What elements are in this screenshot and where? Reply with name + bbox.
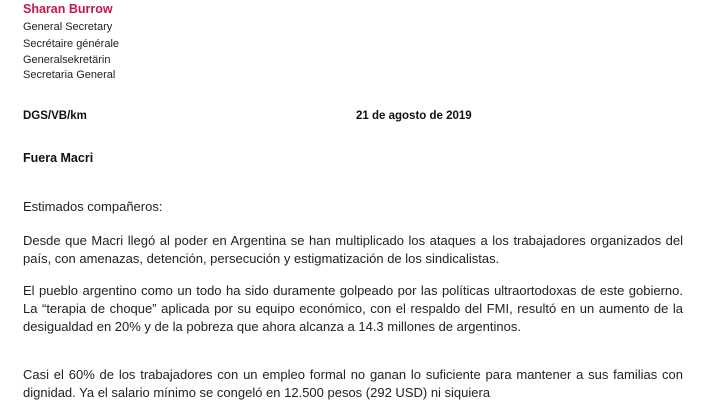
paragraph-3: Casi el 60% de los trabajadores con un empleo formal no ganan lo suficiente para mantener a sus familias con dignidad. Ya el salario mínimo se congeló en 12.500 pesos (292 USD) ni siquiera — [23, 367, 683, 400]
paragraph-2: El pueblo argentino como un todo ha sido duramente golpeado por las políticas ultraortodoxas de este gobierno. La “terapia de choque” aplicada por su equipo económico, con el respaldo del FMI, resultó en un aumento de la desigualdad en 20% y de la pobreza que ahora alcanza a 14.3 millones de argentinos. — [23, 283, 683, 334]
paragraph-1: Desde que Macri llegó al poder en Argentina se han multiplicado los ataques a los trabajadores organizados del país, con amenazas, detención, persecución y estigmatización de los sindicalistas. — [23, 233, 683, 266]
letter-subject: Fuera Macri — [23, 151, 94, 165]
sender-title-es: Secretaria General — [23, 69, 116, 81]
sender-title-de: Generalsekretärin — [23, 54, 111, 66]
sender-name: Sharan Burrow — [23, 2, 113, 16]
salutation: Estimados compañeros: — [23, 199, 163, 214]
sender-title-en: General Secretary — [23, 21, 113, 33]
sender-title-fr: Secrétaire générale — [23, 38, 120, 50]
letter-date: 21 de agosto de 2019 — [356, 110, 472, 122]
letter-reference: DGS/VB/km — [23, 110, 87, 122]
